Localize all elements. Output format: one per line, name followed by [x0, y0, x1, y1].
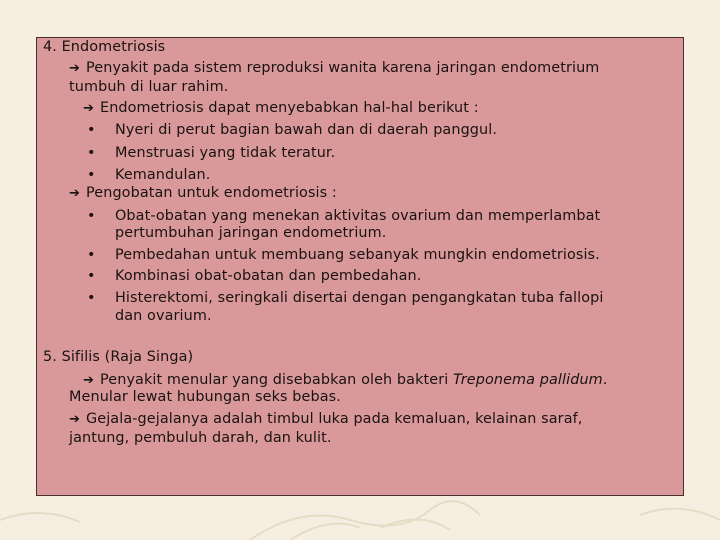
- arrow-right-icon: ➔: [69, 186, 80, 201]
- bacteria-name: Treponema pallidum: [453, 372, 603, 388]
- treatment-title: [69, 184, 337, 203]
- sifilis-description-line-2: Menular lewat hubungan seks bebas.: [69, 389, 341, 405]
- arrow-right-icon: ➔: [83, 101, 94, 116]
- list-item: [87, 267, 422, 286]
- bullet-icon: •: [87, 167, 96, 183]
- list-item: [87, 166, 211, 185]
- section-heading-endometriosis: 4. Endometriosis: [43, 39, 166, 55]
- sifilis-symptoms-line-1: [69, 410, 582, 429]
- list-item: [87, 289, 604, 308]
- bullet-icon: •: [87, 290, 96, 306]
- list-item: [87, 121, 498, 140]
- list-item-text: Nyeri di perut bagian bawah dan di daerah panggul.: [115, 122, 498, 138]
- list-item-text: Pembedahan untuk membuang sebanyak mungkin endometriosis.: [115, 247, 600, 263]
- list-item-text: Menstruasi yang tidak teratur.: [115, 145, 336, 161]
- bullet-icon: •: [87, 122, 96, 138]
- list-item-text: Kombinasi obat-obatan dan pembedahan.: [115, 268, 422, 284]
- definition-line-2: tumbuh di luar rahim.: [69, 79, 229, 95]
- effects-title-text: Endometriosis dapat menyebabkan hal-hal berikut :: [100, 100, 479, 116]
- definition-line-1: [69, 59, 599, 78]
- list-item: [87, 207, 601, 226]
- sifilis-symptoms-text: Gejala-gejalanya adalah timbul luka pada kemaluan, kelainan saraf,: [86, 411, 583, 427]
- arrow-right-icon: ➔: [69, 61, 80, 76]
- sifilis-description-text: Penyakit menular yang disebabkan oleh bakteri: [100, 372, 453, 388]
- list-item: [87, 246, 600, 265]
- sifilis-symptoms-line-2: jantung, pembuluh darah, dan kulit.: [69, 430, 332, 446]
- list-item-continuation: dan ovarium.: [115, 308, 212, 324]
- bullet-icon: •: [87, 247, 96, 263]
- arrow-right-icon: ➔: [83, 373, 94, 388]
- list-item-text: Obat-obatan yang menekan aktivitas ovarium dan memperlambat: [115, 208, 601, 224]
- list-item-text: Kemandulan.: [115, 167, 211, 183]
- list-item-continuation: pertumbuhan jaringan endometrium.: [115, 225, 387, 241]
- bullet-icon: •: [87, 208, 96, 224]
- list-item: [87, 144, 336, 163]
- definition-text-1: Penyakit pada sistem reproduksi wanita karena jaringan endometrium: [86, 60, 600, 76]
- section-heading-sifilis: 5. Sifilis (Raja Singa): [43, 349, 194, 365]
- bullet-icon: •: [87, 268, 96, 284]
- sentence-period: .: [602, 372, 608, 388]
- treatment-title-text: Pengobatan untuk endometriosis :: [86, 185, 337, 201]
- bullet-icon: •: [87, 145, 96, 161]
- effects-title: [83, 99, 479, 118]
- list-item-text: Histerektomi, seringkali disertai dengan pengangkatan tuba fallopi: [115, 290, 604, 306]
- content-panel: [36, 37, 684, 496]
- arrow-right-icon: ➔: [69, 412, 80, 427]
